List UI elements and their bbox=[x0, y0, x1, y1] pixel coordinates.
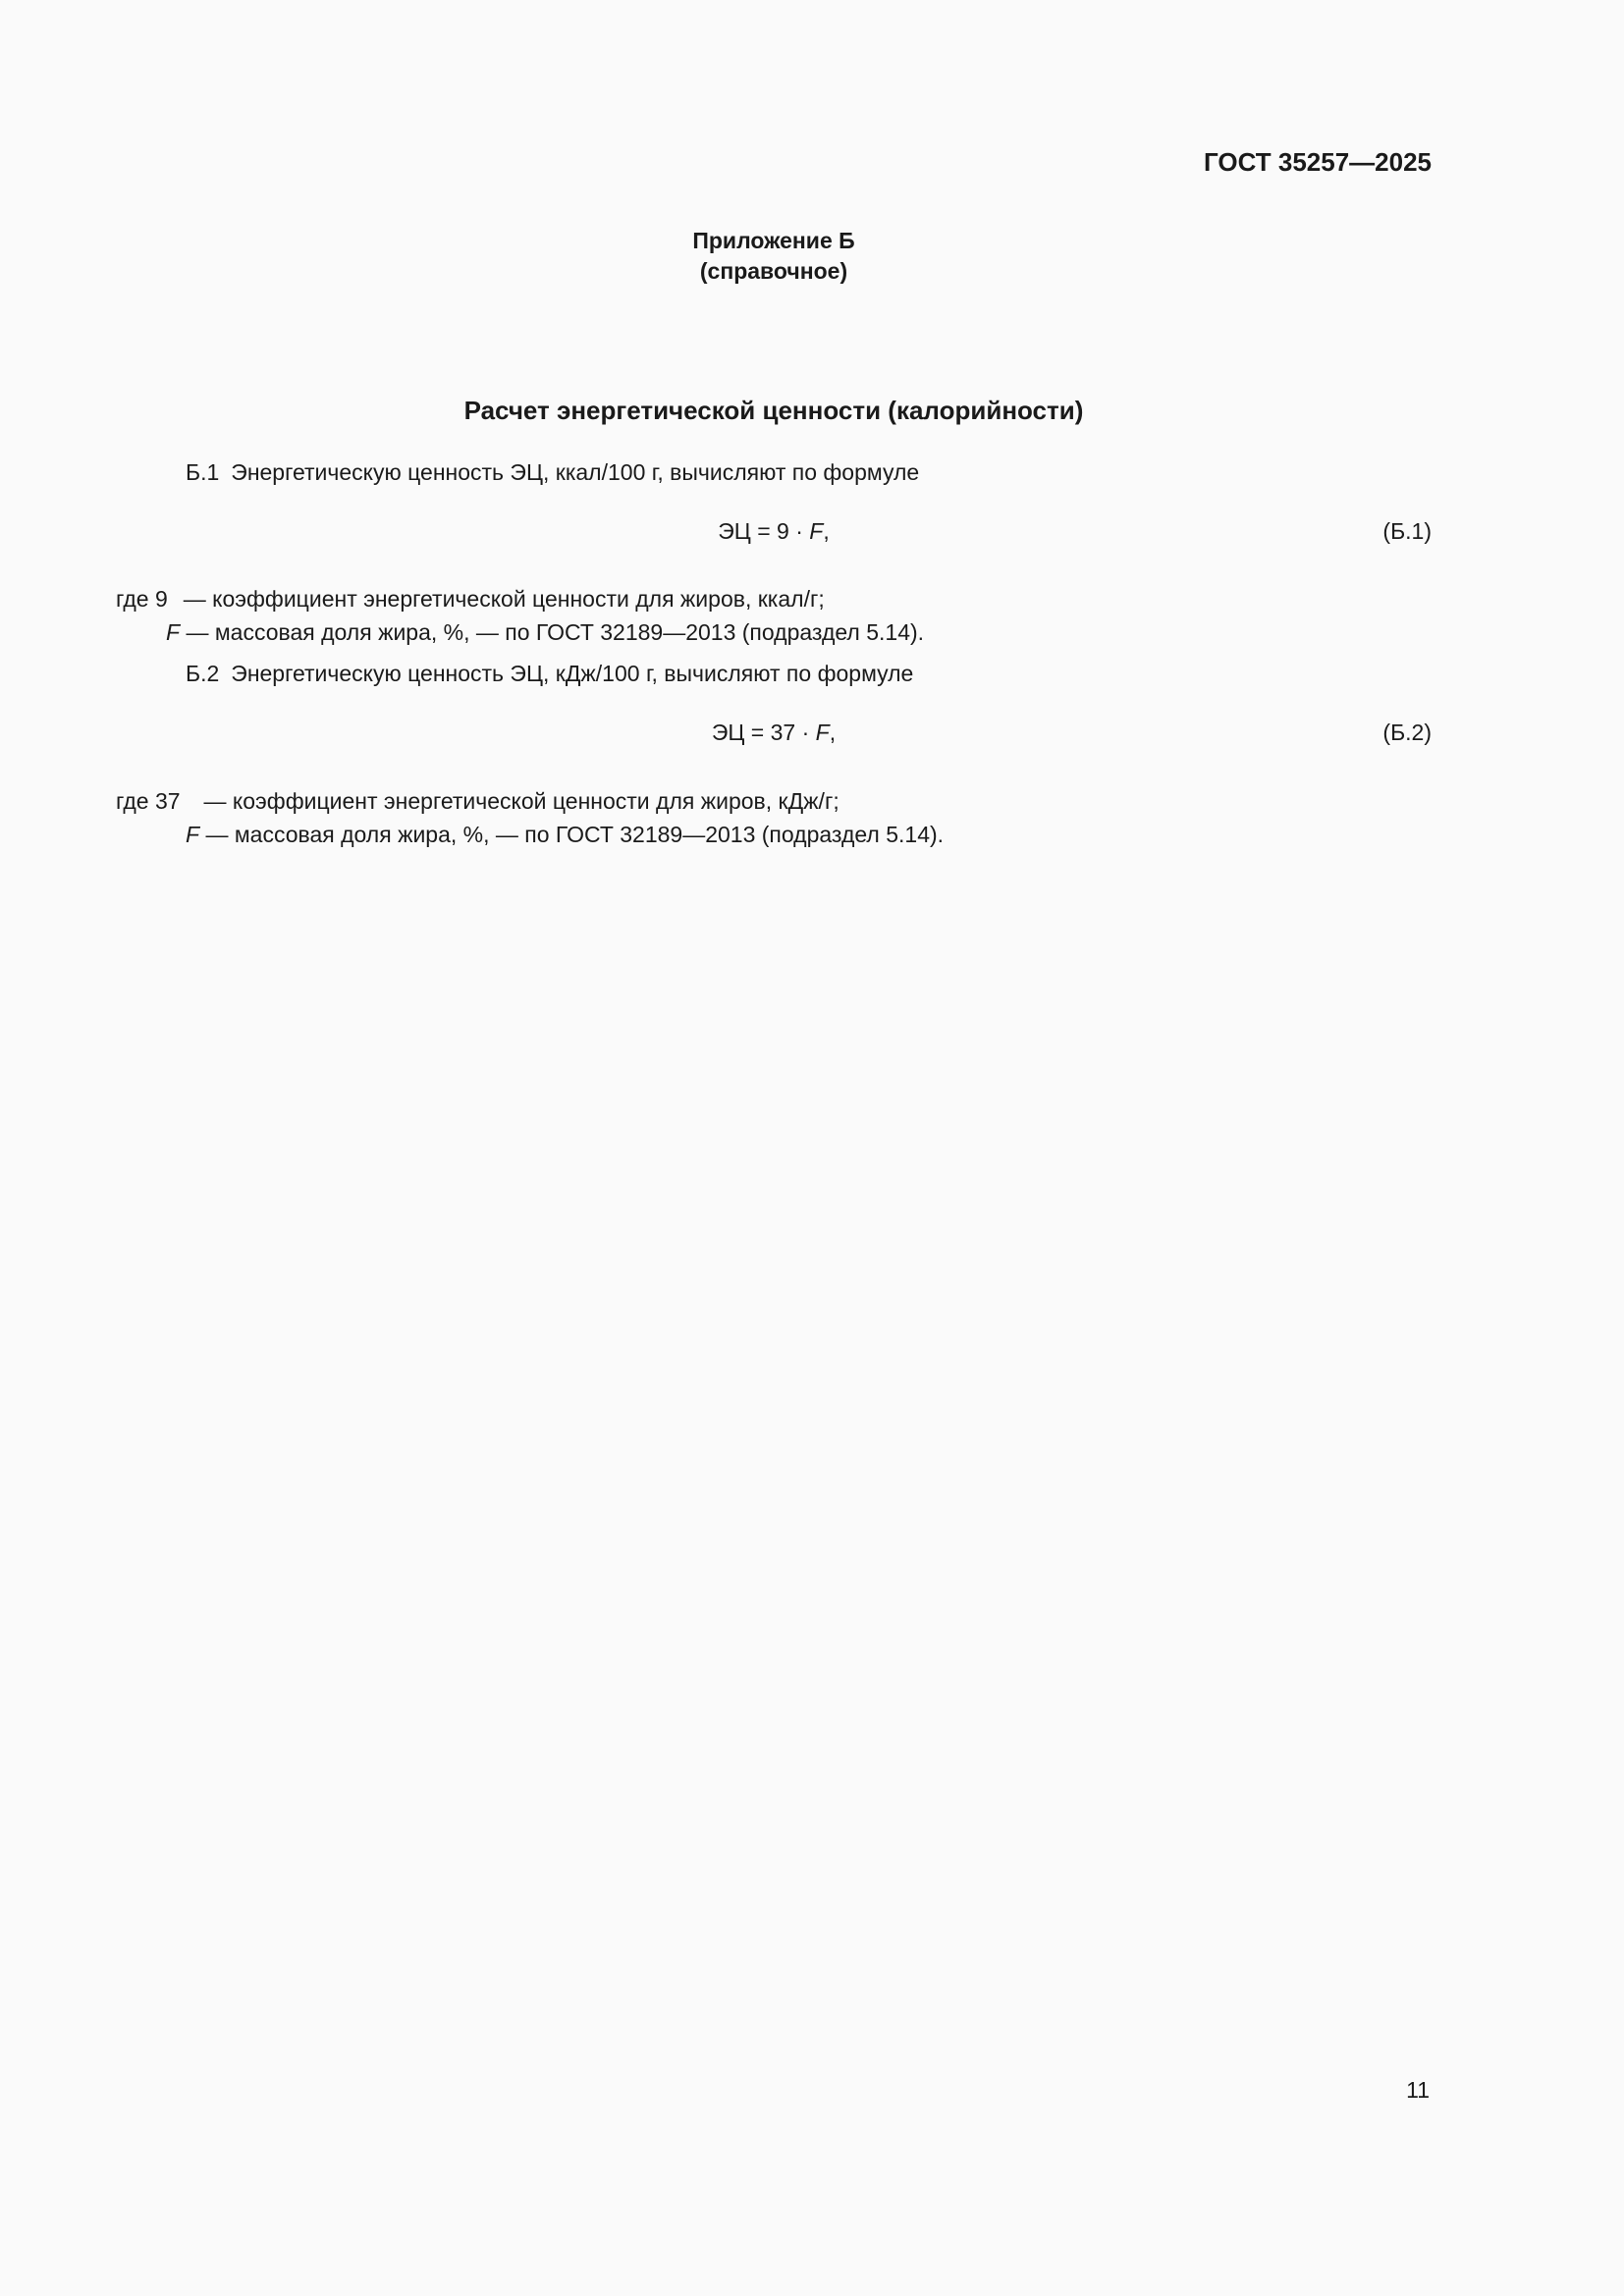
variable-text: — массовая доля жира, %, — по ГОСТ 32189—2013 (подраздел 5.14). bbox=[199, 822, 945, 847]
appendix-title: Приложение Б bbox=[692, 228, 855, 253]
formula-variable: F bbox=[815, 720, 830, 745]
where-prefix: где 9 bbox=[116, 586, 168, 612]
variable-symbol: F bbox=[186, 822, 200, 847]
clause-b2 bbox=[186, 661, 913, 687]
clause-number: Б.2 bbox=[186, 661, 220, 686]
where-text: — коэффициент энергетической ценности для жиров, кДж/г; bbox=[203, 788, 839, 814]
formula-tail: , bbox=[823, 518, 830, 544]
formula-tail: , bbox=[829, 720, 837, 745]
formula-variable: F bbox=[809, 518, 824, 544]
page-number: 11 bbox=[1406, 2077, 1430, 2103]
appendix-type: (справочное) bbox=[699, 258, 848, 284]
equation-number-b1: (Б.1) bbox=[1382, 518, 1432, 544]
where-line-b1 bbox=[116, 586, 825, 613]
where-line-b2 bbox=[116, 788, 839, 815]
formula-b1 bbox=[0, 518, 1547, 545]
where-text: — коэффициент энергетической ценности для жиров, ккал/г; bbox=[183, 586, 825, 612]
document-code: ГОСТ 35257—2025 bbox=[1204, 147, 1432, 177]
variable-line-b1 bbox=[166, 619, 924, 646]
equation-number-b2: (Б.2) bbox=[1382, 720, 1432, 745]
formula-lhs: ЭЦ = 37 · bbox=[711, 720, 816, 745]
section-title: Расчет энергетической ценности (калорийности) bbox=[463, 396, 1084, 425]
formula-lhs: ЭЦ = 9 · bbox=[718, 518, 810, 544]
clause-text: Энергетическую ценность ЭЦ, ккал/100 г, вычисляют по формуле bbox=[231, 459, 920, 485]
formula-b2 bbox=[0, 720, 1547, 746]
variable-line-b2 bbox=[186, 822, 944, 848]
clause-b1 bbox=[186, 459, 919, 486]
variable-symbol: F bbox=[166, 619, 181, 645]
clause-number: Б.1 bbox=[186, 459, 220, 485]
variable-text: — массовая доля жира, %, — по ГОСТ 32189—2013 (подраздел 5.14). bbox=[180, 619, 925, 645]
where-prefix: где 37 bbox=[116, 788, 181, 814]
clause-text: Энергетическую ценность ЭЦ, кДж/100 г, вычисляют по формуле bbox=[231, 661, 914, 686]
